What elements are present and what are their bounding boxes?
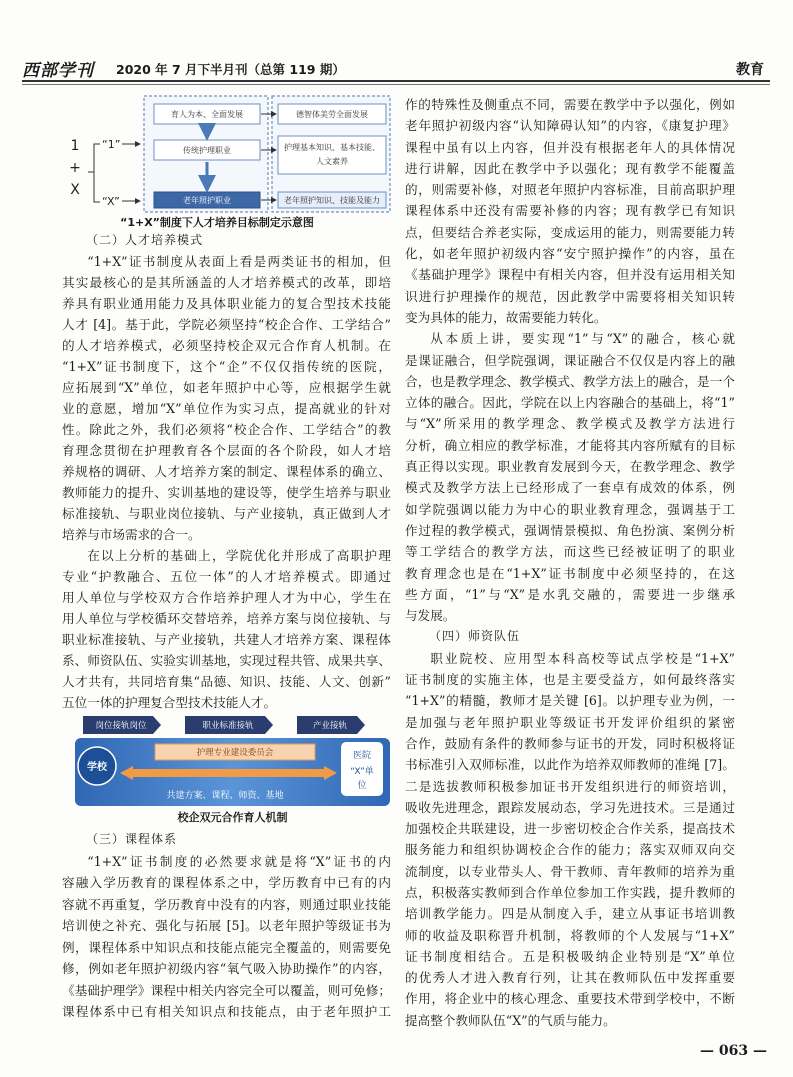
school-text: 学校	[87, 762, 107, 773]
partner-text-2: “X”单	[350, 767, 374, 777]
body-text-line: 用人单位与学校双方合作培养护理人才为中心，学生在	[62, 590, 391, 605]
box-all-round-text: 德智体美劳全面发展	[296, 110, 368, 119]
body-text-line: 课程体系中还没有需要补修的内容；现有教学已有知识	[405, 203, 735, 219]
body-text-line: “1+X”证书制度下，这个“企”不仅仅指传统的医院，	[62, 359, 391, 374]
body-text-line: 合作，鼓励有条件的教师参与证书的开发，同时积极将证	[405, 735, 735, 751]
body-text-line: 书标准引入双师标准，以此作为培养双师教师的准绳 [7]。	[405, 757, 735, 773]
body-text-line: 二是选拔教师积极参加证书开发组织进行的师资培训，	[405, 778, 735, 794]
body-text-line: 职业院校、应用型本科高校等试点学校是“1+X”	[430, 650, 735, 666]
body-text-line: 教育理念也是在“1+X”证书制度中必须坚持的，在这	[405, 565, 735, 581]
body-text-line: 养具有职业通用能力及具体职业能力的复合型技术技能	[62, 296, 391, 311]
body-text-line: 作的特殊性及侧重点不同，需要在教学中予以强化，例如	[405, 97, 735, 112]
left-column-lower	[62, 829, 391, 1023]
body-text-line: 进行讲解，因此在教学中予以强化；现有教学不能覆盖	[405, 160, 735, 176]
body-text-line: 容融入学历教育的课程体系之中，学历教育中已有的内	[62, 875, 391, 890]
body-text-line: 提高整个教师队伍“X”的气质与能力。	[405, 1012, 616, 1028]
box-traditional-nursing-text: 传统护理职业	[183, 146, 231, 155]
box-basic-knowledge	[278, 136, 386, 174]
body-text-line: 是课证融合，但学院强调，课证融合不仅仅是内容上的融	[405, 352, 735, 368]
body-text-line: 些方面，“1”与“X”是水乳交融的，需要进一步继承	[405, 586, 735, 602]
body-text-line: 人才共有，共同培育集“品德、知识、技能、人文、创新”	[62, 674, 391, 689]
header-rule	[22, 80, 770, 82]
formula-plus: +	[69, 160, 81, 176]
body-text-line: 识进行护理操作的规范，因此教学中需要将相关知识转	[405, 288, 735, 304]
body-text-line: 加强校企共联建设，进一步密切校企合作关系，提高技术	[405, 821, 735, 837]
body-text-line: 专业“护教融合、五位一体”的人才培养模式。即通过	[62, 569, 391, 584]
body-text-line: 与发展。	[405, 608, 456, 624]
body-text-line: “1+X”的精髓，教师才是关键 [6]。以护理专业为例，一	[405, 693, 735, 709]
tab-standard-text: 职业标准接轨	[202, 721, 254, 731]
partner-text-3: 位	[357, 781, 367, 791]
section-heading: （四）师资队伍	[429, 629, 521, 644]
box-elderly-skills-text: 老年照护知识、技能及能力	[284, 196, 380, 205]
body-text-line: 从本质上讲，要实现“1”与“X”的融合，核心就	[430, 331, 735, 347]
committee-text: 护理专业建设委员会	[196, 748, 274, 758]
body-text-line: 真正得以实现。职业教育发展到今天，在教学理念、教学	[405, 459, 735, 475]
box-basic-knowledge-text-2: 人文素养	[316, 157, 348, 166]
body-text-line: 在以上分析的基础上，学院优化并形成了高职护理	[87, 548, 391, 563]
figure-talent-goal-diagram	[62, 92, 392, 214]
body-text-line: 的人才培养模式，必须坚持校企双元合作育人机制。在	[62, 338, 391, 353]
body-text-line: 《基础护理学》课程中相关内容完全可以覆盖，则可免修；	[62, 982, 391, 998]
body-text-line: 标准接轨、与职业岗位接轨、与产业接轨，真正做到人才	[62, 506, 391, 521]
body-text-line: 等工学结合的教学方法，而这些已经被证明了的职业	[405, 544, 735, 560]
formula-bracket	[88, 144, 100, 202]
body-text-line: 应拓展到“X”单位，如老年照护中心等，应根据学生就	[62, 380, 391, 395]
body-text-line: 变为具体的能力，故需要能力转化。	[405, 309, 607, 325]
partner-text-1: 医院	[352, 751, 372, 761]
body-text-line: 容就不再重复，学历教育中没有的内容，则通过职业技能	[62, 896, 391, 912]
body-text-line: 例，课程体系中知识点和技能点能完全覆盖的，则需要免	[62, 939, 391, 955]
body-text-line: 合，也是教学理念、教学模式、教学方法上的融合，是一个	[405, 373, 735, 389]
body-text-line: 流制度，以专业带头人、骨干教师、青年教师的培养为重	[405, 863, 735, 879]
body-text-line: 五位一体的护理复合型技术技能人才。	[62, 695, 277, 710]
body-text-line: 证书制度相结合。五是积极吸纳企业特别是“X”单位	[405, 948, 735, 964]
body-text-line: 养规格的调研、人才培养方案的制定、课程体系的确立、	[62, 464, 391, 479]
section-heading: （二）人才培养模式	[86, 233, 204, 247]
body-text-line: 化，如老年照护初级内容“安宁照护操作”的内容，虽在	[405, 246, 735, 262]
journal-logo: 西部学刊	[22, 61, 94, 81]
body-text-line: 服务能力和组织协调校企合作的能力；落实双师双向交	[405, 842, 735, 858]
body-text-line: 分析，确立相应的教学标准，才能将其内容所赋有的目标	[405, 437, 735, 453]
body-text-line: 育理念贯彻在护理教育各个层面的各个阶段，如人才培	[62, 443, 391, 458]
body-text-line: 培养与市场需求的合一。	[62, 527, 201, 542]
right-column	[405, 94, 735, 1031]
body-text-line: 如学院强调以能力为中心的职业教育理念，强调基于工	[405, 501, 735, 517]
body-text-line: 人才 [4]。基于此，学院必须坚持“校企合作、工学结合”	[62, 317, 391, 332]
body-text-line: 其实最核心的是其所涵盖的人才培养模式的改革，即培	[62, 275, 391, 290]
body-text-line: 师的收益及职称晋升机制，将教师的个人发展与“1+X”	[405, 927, 735, 943]
box-whole-person-text: 育人为本、全面发展	[171, 110, 243, 119]
body-text-line: “1+X”证书制度从表面上看是两类证书的相加，但	[87, 254, 391, 269]
body-text-line: 课程中虽有以上内容，但并没有根据老年人的具体情况	[405, 139, 735, 155]
body-text-line: 是加强与老年照护职业等级证书开发评价组织的紧密	[405, 714, 735, 730]
body-text-line: 《基础护理学》课程中有相关内容，但并没有运用相关知	[405, 267, 735, 283]
left-column-upper	[62, 230, 391, 713]
body-text-line: 性。除此之外，我们必须将“校企合作、工学结合”的教	[62, 422, 391, 437]
tab-post-text: 岗位接轨岗位	[95, 721, 147, 731]
body-text-line: 系、师资队伍、实验实训基地，实现过程共管、成果共享、	[62, 653, 391, 668]
body-text-line: 职业标准接轨、与产业接轨，共建人才培养方案、课程体	[62, 632, 391, 647]
body-text-line: 吸收先进理念，跟踪发展动态，学习先进技术。三是通过	[405, 799, 735, 815]
formula-one: 1	[70, 138, 80, 154]
section-heading: （三）课程体系	[86, 832, 178, 846]
body-text-line: 老年照护初级内容“认知障碍认知”的内容，《康复护理》	[405, 118, 735, 134]
body-text-line: 的优秀人才进入教育行列，让其在教师队伍中发挥重要	[405, 970, 735, 986]
body-text-line: 修，例如老年照护初级内容“氧气吸入协助操作”的内容，	[62, 961, 391, 976]
body-text-line: 点，积极落实教师到合作单位参加工作实践，提升教师的	[405, 884, 735, 900]
body-text-line: “1+X”证书制度的必然要求就是将“X”证书的内	[87, 853, 391, 869]
body-text-line: 作用，将企业中的核心理念、重要技术带到学校中，不断	[405, 991, 735, 1007]
label-one: “1”	[102, 138, 121, 151]
header-rule-thin	[22, 84, 770, 85]
box-elderly-care-text: 老年照护职业	[183, 196, 231, 205]
figure1-caption: “1+X”制度下人才培养目标制定示意图	[120, 216, 314, 229]
body-text-line: 模式及教学方法上已经形成了一套卓有成效的体系，例	[405, 480, 735, 496]
body-text-line: 用人单位与学校循环交替培养，培养方案与岗位接轨、与	[62, 611, 391, 626]
co-build-text: 共建方案、课程、师资、基地	[166, 791, 284, 801]
section-name: 教育	[736, 62, 764, 78]
body-text-line: 证书制度的实施主体，也是主要受益方，如何最终落实	[405, 672, 735, 688]
body-text-line: 教师能力的提升、实训基地的建设等，使学生培养与职业	[62, 485, 391, 500]
body-text-line: 业的意愿，增加“X”单位作为实习点，提高就业的针对	[62, 401, 391, 416]
figure2-caption: 校企双元合作育人机制	[177, 811, 288, 824]
label-x: “X”	[102, 195, 120, 208]
body-text-line: 培训使之补充、强化与拓展 [5]。以老年照护等级证书为	[62, 918, 391, 933]
body-text-line: 作过程的教学模式，强调情景模拟、角色扮演、案例分析	[405, 522, 735, 538]
box-basic-knowledge-text-1: 护理基本知识、基本技能、	[284, 143, 380, 152]
body-text-line: 点，但要结合养老实际，变成运用的能力，则需要能力转	[405, 224, 735, 240]
body-text-line: 培训教学能力。四是从制度入手，建立从事证书培训教	[405, 906, 735, 922]
page-number: — 063 —	[700, 1043, 767, 1059]
body-text-line: 立体的融合。因此，学院在以上内容融合的基础上，将“1”	[405, 395, 735, 411]
formula-x: X	[70, 182, 80, 198]
body-text-line: 课程体系中已有相关知识点和技能点，由于老年照护工	[62, 1004, 391, 1019]
body-text-line: 与“X”所采用的教学理念、教学模式及教学方法进行	[405, 416, 735, 432]
tab-industry-text: 产业接轨	[312, 721, 348, 731]
figure-school-enterprise-mechanism	[75, 714, 390, 808]
issue-info: 2020 年 7 月下半月刊（总第 119 期）	[116, 62, 345, 77]
body-text-line: 的，则需要补修，对照老年照护内容标准，目前高职护理	[405, 182, 735, 198]
